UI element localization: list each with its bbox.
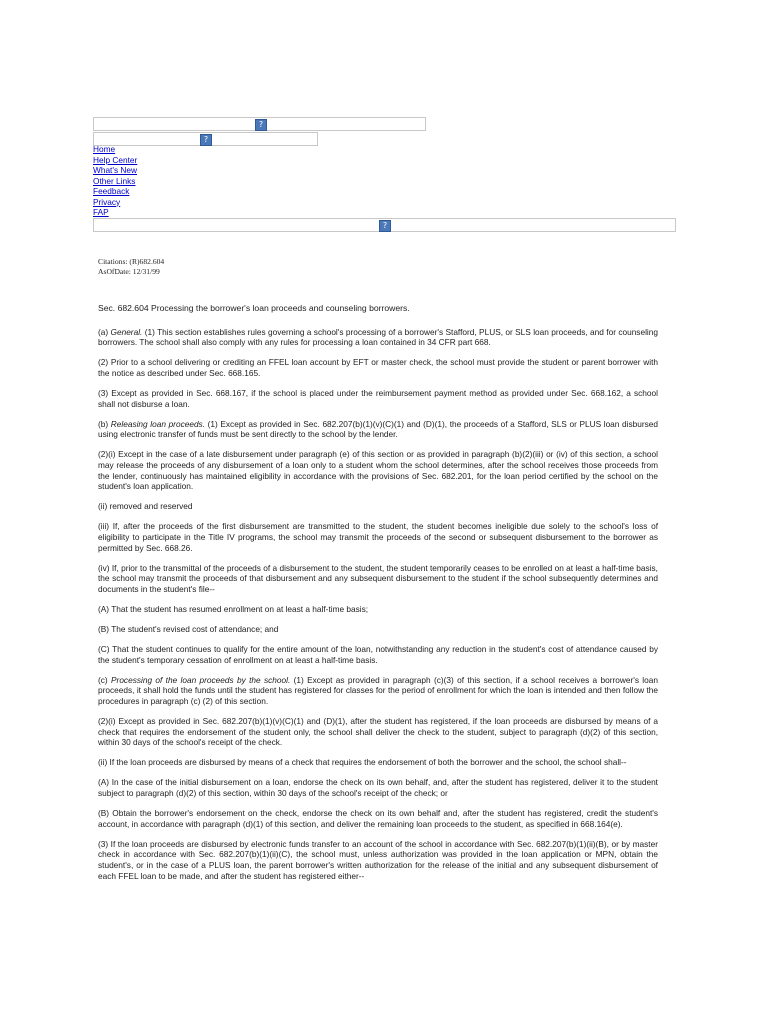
paragraph-text: (iv) If, prior to the transmittal of the proceeds of a disbursement to the student, the student temporarily ceases to be enrolled on at least a half-time basis, the school may transmit the proceeds of that disbursement and any subsequent disbursement to the student if the school subsequently determines and documents in the student's file-- <box>98 562 658 594</box>
paragraph <box>98 716 658 748</box>
paragraph <box>98 604 658 615</box>
nav-item-privacy <box>93 197 137 208</box>
paragraph-text: (3) Except as provided in Sec. 668.167, if the school is placed under the reimbursement payment method as provided under Sec. 668.162, a school shall not disburse a loan. <box>98 387 658 409</box>
nav-item-home <box>93 144 137 155</box>
paragraph-text: (2)(i) Except in the case of a late disbursement under paragraph (e) of this section or as provided in paragraph (b)(2)(iii) or (iv) of this section, a school may release the proceeds of any disbursement of a loan only to a student whom the school determines, after the school receives those proceeds from the lender, continuously has maintained eligibility in accordance with the provisions of Sec. 682.201, for the loan period certified by the school on the student's loan application. <box>98 449 658 492</box>
nav-links <box>93 144 137 218</box>
question-mark-icon: ? <box>255 119 267 131</box>
paragraph-text: (2)(i) Except as provided in Sec. 682.207(b)(1)(v)(C)(1) and (D)(1), after the student has registered, if the loan proceeds are disbursed by means of a check that requires the endorsement of the student only, the school shall deliver the check to the student, subject to paragraph (d)(2) of this section, within 30 days of the school's receipt of the check. <box>98 716 658 748</box>
paragraph <box>98 563 658 595</box>
paragraph <box>98 357 658 378</box>
feedback-link[interactable]: Feedback <box>93 186 130 196</box>
paragraph <box>98 449 658 491</box>
paragraph-heading: General. <box>110 326 143 337</box>
paragraph <box>98 521 658 553</box>
paragraph-text: (ii) If the loan proceeds are disbursed by means of a check that requires the endorsement of both the borrower and the school, the school shall-- <box>98 757 627 768</box>
paragraph-text: (1) Except as provided in paragraph (c)(3) of this section, if a school receives a borrower's loan proceeds, it shall hold the funds until the student has registered for classes for the period of enrollment for which the loan is intended and then follow the procedures in paragraph (c) (2) of this section. <box>98 674 658 706</box>
citation-block <box>98 257 164 277</box>
other-links-link[interactable]: Other Links <box>93 175 136 186</box>
nav-item-other-links <box>93 176 137 187</box>
help-center-link[interactable]: Help Center <box>93 154 138 165</box>
paragraph <box>98 419 658 440</box>
paragraph-text: (iii) If, after the proceeds of the first disbursement are transmitted to the student, the student becomes ineligible due solely to the school's loss of eligibility to participate in the Title IV programs, the school may transmit the proceeds of the second or subsequent disbursement to the borrower as permitted by Sec. 668.26. <box>98 521 658 553</box>
paragraph-text: (B) The student's revised cost of attendance; and <box>98 623 279 634</box>
paragraph <box>98 644 658 665</box>
nav-item-feedback <box>93 186 137 197</box>
paragraph-lead: (a) <box>98 326 111 337</box>
paragraph <box>98 624 658 635</box>
nav-item-whats-new <box>93 165 137 176</box>
question-mark-icon: ? <box>379 220 391 232</box>
footer-bar <box>93 218 676 232</box>
header-bar-1 <box>93 117 426 131</box>
whats-new-link[interactable]: What's New <box>93 165 138 175</box>
nav-item-help-center <box>93 155 137 166</box>
question-mark-icon: ? <box>200 134 212 146</box>
paragraph-text: (2) Prior to a school delivering or crediting an FFEL loan account by EFT or master check, the school must provide the student or parent borrower with the notice as described under Sec. 668.165. <box>98 357 658 378</box>
document-body <box>98 303 658 891</box>
paragraph-text: (1) This section establishes rules governing a school's processing of a borrower's Stafford, PLUS, or SLS loan proceeds, and for counseling borrowers. The school shall also comply with any rules for processing a loan contained in 34 CFR part 668. <box>98 326 658 348</box>
as-of-date-line: AsOfDate: 12/31/99 <box>98 267 160 276</box>
paragraph <box>98 501 658 512</box>
fap-link[interactable]: FAP <box>93 207 109 217</box>
paragraph-list <box>98 327 658 882</box>
paragraph <box>98 327 658 348</box>
paragraph-heading: Processing of the loan proceeds by the school. <box>111 674 291 685</box>
paragraph-text: (ii) removed and reserved <box>98 501 193 512</box>
citations-line: Citations: (R)682.604 <box>98 257 165 266</box>
paragraph-heading: Releasing loan proceeds. <box>110 418 206 429</box>
home-link[interactable]: Home <box>93 144 116 154</box>
section-title: Sec. 682.604 Processing the borrower's loan proceeds and counseling borrowers. <box>98 303 410 313</box>
paragraph-text: (1) Except as provided in Sec. 682.207(b)(1)(v)(C)(1) and (D)(1), the proceeds of a Stafford, SLS or PLUS loan disbursed using electronic transfer of funds must be sent directly to the school by the lender. <box>98 418 658 440</box>
paragraph <box>98 808 658 829</box>
paragraph-text: (B) Obtain the borrower's endorsement on the check, endorse the check on its own behalf and, after the student has registered, credit the student's account, in accordance with paragraph (d)(1) of this section, and deliver the remaining loan proceeds to the student, as specified in 668.164(e). <box>98 808 658 829</box>
nav-item-fap <box>93 207 137 218</box>
paragraph-lead: (c) <box>98 674 112 685</box>
paragraph <box>98 388 658 409</box>
paragraph-text: (C) That the student continues to qualify for the entire amount of the loan, notwithstanding any reduction in the student's cost of attendance caused by the student's temporary cessation of enrollment on at least a half-time basis. <box>98 644 658 665</box>
paragraph <box>98 675 658 707</box>
paragraph-lead: (b) <box>98 418 111 429</box>
paragraph-text: (3) If the loan proceeds are disbursed by electronic funds transfer to an account of the school in accordance with Sec. 682.207(b)(1)(ii)(B), or by master check in accordance with Sec. 682.207(b)(1)(ii)(C), the school must, unless authorization was provided in the loan application or MPN, obtain the student's, or in the case of a PLUS loan, the parent borrower's written authorization for the release of the initial and any subsequent disbursement of each FFEL loan to be made, and after the student has registered either-- <box>98 838 658 881</box>
paragraph <box>98 777 658 798</box>
paragraph-text: (A) That the student has resumed enrollment on at least a half-time basis; <box>98 603 369 614</box>
paragraph <box>98 757 658 768</box>
privacy-link[interactable]: Privacy <box>93 196 121 207</box>
paragraph-text: (A) In the case of the initial disbursement on a loan, endorse the check on its own behalf, and, after the student has registered, deliver it to the student subject to paragraph (d)(2) of this section, within 30 days of the school's receipt of the check; or <box>98 777 658 798</box>
paragraph <box>98 839 658 881</box>
